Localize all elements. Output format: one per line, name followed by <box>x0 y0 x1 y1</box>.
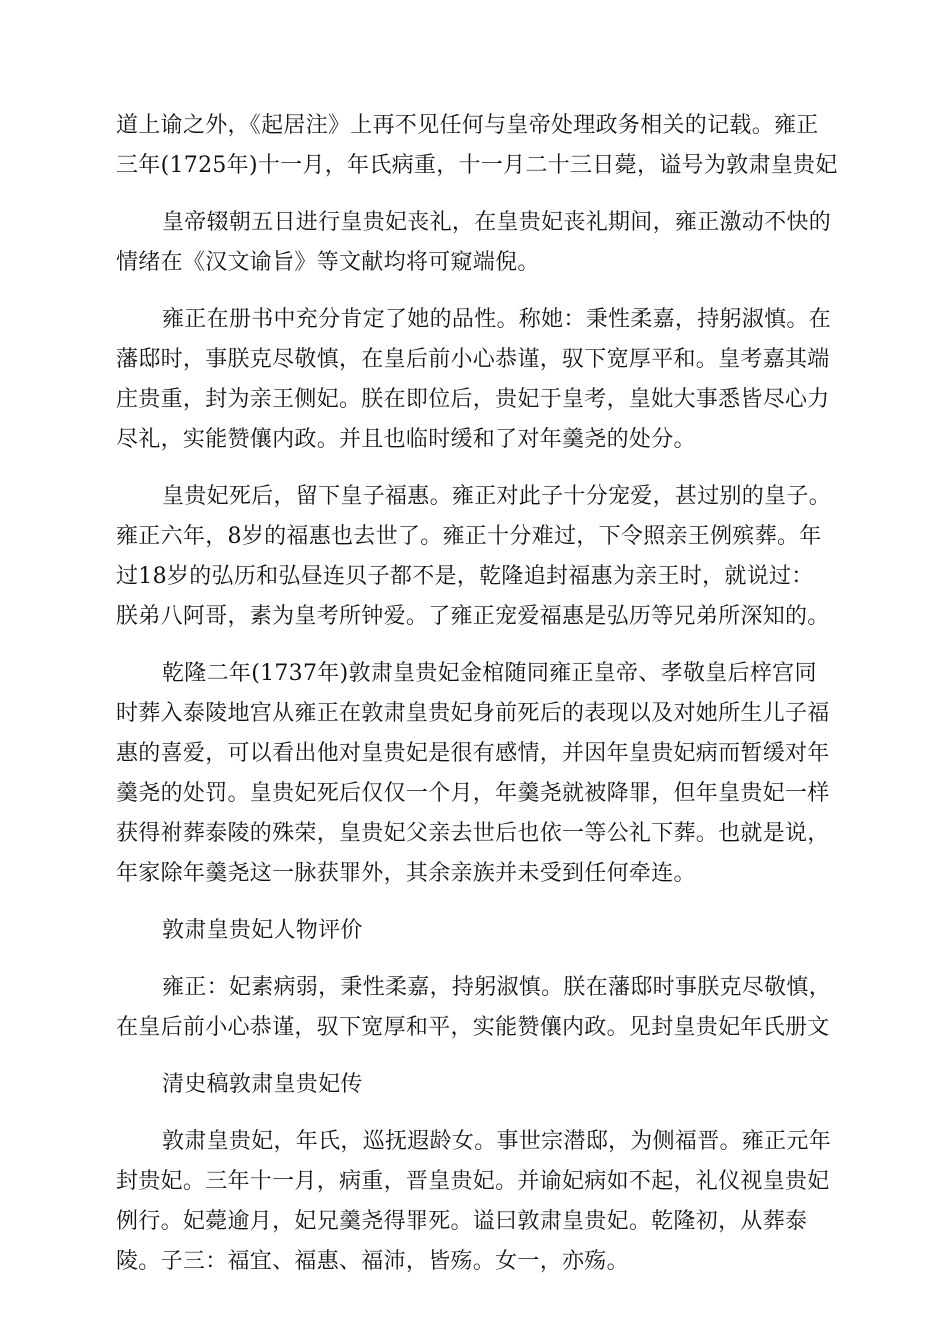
text-line: 朕弟八阿哥，素为皇考所钟爱。了雍正宠爱福惠是弘历等兄弟所深知的。 <box>116 604 830 629</box>
text-line: 乾隆二年(1737年)敦肃皇贵妃金棺随同雍正皇帝、孝敬皇后梓宫同 <box>162 661 817 686</box>
text-line: 皇帝辍朝五日进行皇贵妃丧礼，在皇贵妃丧礼期间，雍正激动不快的 <box>162 210 832 235</box>
text-line: 道上谕之外，《起居注》上再不见任何与皇帝处理政务相关的记载。雍正 <box>116 113 819 138</box>
text-line: 清史稿敦肃皇贵妃传 <box>162 1072 363 1097</box>
paragraph-6 <box>116 968 834 1048</box>
paragraph-7 <box>116 1122 834 1282</box>
text-line: 时葬入泰陵地宫从雍正在敦肃皇贵妃身前死后的表现以及对她所生儿子福 <box>116 701 830 726</box>
text-line: 尽礼，实能赞儴内政。并且也临时缓和了对年羹尧的处分。 <box>116 427 696 452</box>
text-line: 三年(1725年)十一月，年氏病重，十一月二十三日薨，谥号为敦肃皇贵妃 <box>116 153 838 178</box>
section-heading-biography <box>116 1065 834 1105</box>
paragraph-3 <box>116 300 834 460</box>
text-line: 敦肃皇贵妃人物评价 <box>162 918 363 943</box>
section-heading-evaluation <box>116 911 834 951</box>
text-line: 陵。子三：福宜、福惠、福沛，皆殇。女一，亦殇。 <box>116 1249 629 1274</box>
text-line: 例行。妃薨逾月，妃兄羹尧得罪死。谥曰敦肃皇贵妃。乾隆初，从葬泰 <box>116 1209 808 1234</box>
paragraph-5 <box>116 654 834 894</box>
text-line: 雍正：妃素病弱，秉性柔嘉，持躬淑慎。朕在藩邸时事朕克尽敬慎， <box>162 975 832 1000</box>
paragraph-1 <box>116 106 838 186</box>
text-line: 封贵妃。三年十一月，病重，晋皇贵妃。并谕妃病如不起，礼仪视皇贵妃 <box>116 1169 830 1194</box>
text-line: 过18岁的弘历和弘昼连贝子都不是，乾隆追封福惠为亲王时，就说过： <box>116 564 814 589</box>
document-page <box>116 106 838 1299</box>
text-line: 在皇后前小心恭谨，驭下宽厚和平，实能赞儴内政。见封皇贵妃年氏册文 <box>116 1015 830 1040</box>
text-line: 庄贵重，封为亲王侧妃。朕在即位后，贵妃于皇考，皇妣大事悉皆尽心力 <box>116 387 830 412</box>
text-line: 雍正在册书中充分肯定了她的品性。称她：秉性柔嘉，持躬淑慎。在 <box>162 307 832 332</box>
text-line: 惠的喜爱，可以看出他对皇贵妃是很有感情，并因年皇贵妃病而暂缓对年 <box>116 741 830 766</box>
text-line: 皇贵妃死后，留下皇子福惠。雍正对此子十分宠爱，甚过别的皇子。 <box>162 484 832 509</box>
text-line: 年家除年羹尧这一脉获罪外，其余亲族并未受到任何牵连。 <box>116 861 696 886</box>
text-line: 情绪在《汉文谕旨》等文献均将可窥端倪。 <box>116 250 540 275</box>
text-line: 羹尧的处罚。皇贵妃死后仅仅一个月，年羹尧就被降罪，但年皇贵妃一样 <box>116 781 830 806</box>
text-line: 获得祔葬泰陵的殊荣，皇贵妃父亲去世后也依一等公礼下葬。也就是说， <box>116 821 830 846</box>
text-line: 藩邸时，事朕克尽敬慎，在皇后前小心恭谨，驭下宽厚平和。皇考嘉其端 <box>116 347 830 372</box>
paragraph-4 <box>116 477 834 637</box>
text-line: 雍正六年，8岁的福惠也去世了。雍正十分难过，下令照亲王例殡葬。年 <box>116 524 822 549</box>
paragraph-2 <box>116 203 834 283</box>
text-line: 敦肃皇贵妃，年氏，巡抚遐龄女。事世宗潜邸，为侧福晋。雍正元年 <box>162 1129 832 1154</box>
